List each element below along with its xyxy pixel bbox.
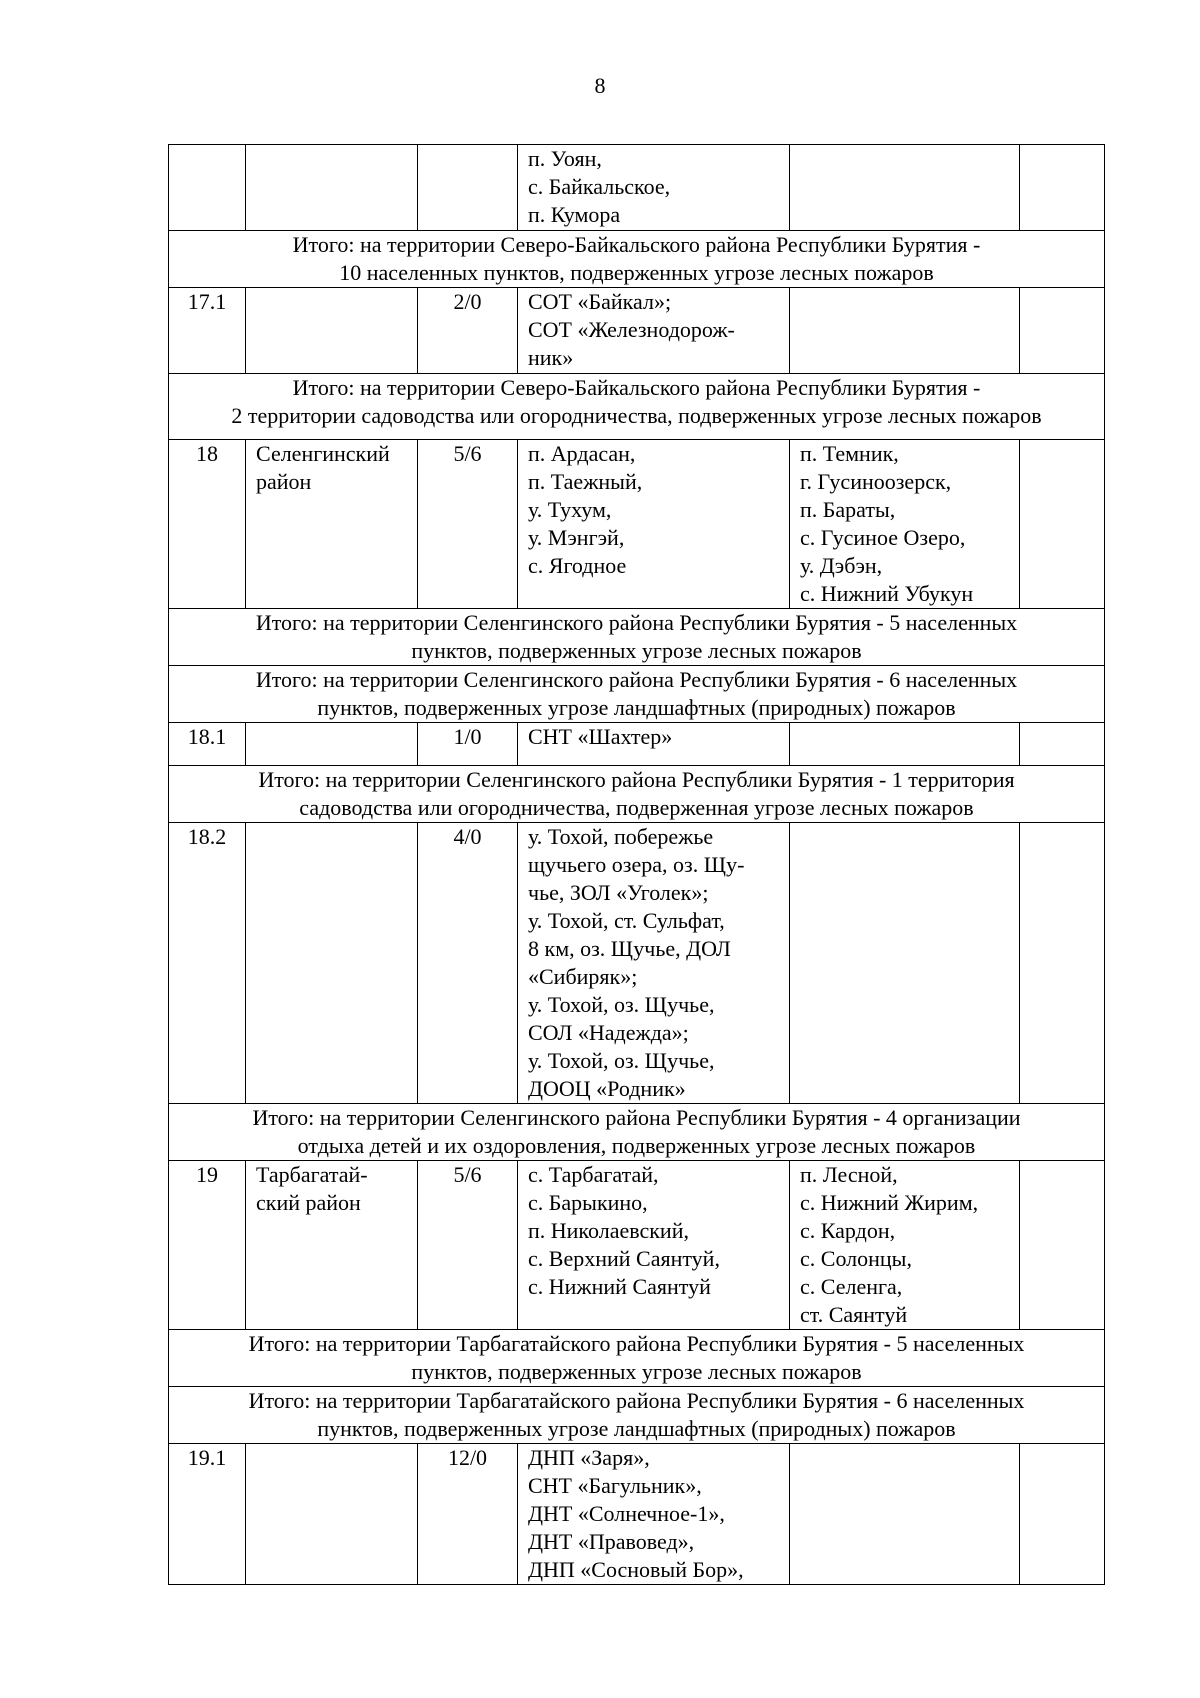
settlement-line: ДНП «Заря», xyxy=(528,1445,650,1470)
settlement-line: п. Николаевский, xyxy=(528,1218,689,1243)
settlement-line: щучьего озера, оз. Щу- xyxy=(528,852,745,877)
settlement-line: с. Барыкино, xyxy=(528,1190,648,1215)
settlement-line: СОТ «Железнодорож- xyxy=(528,317,735,342)
settlements-extra-cell xyxy=(790,440,1020,609)
settlements-extra-cell xyxy=(790,1444,1020,1585)
total-cell xyxy=(169,666,1105,723)
count-cell: 4/0 xyxy=(418,823,518,1104)
settlements-cell xyxy=(518,823,790,1104)
settlement-line: с. Тарбагатай, xyxy=(528,1162,659,1187)
settlements-cell xyxy=(518,145,790,231)
settlement-line: СОТ «Байкал»; xyxy=(528,289,672,314)
settlement-line: п. Таежный, xyxy=(528,469,643,494)
settlements-cell xyxy=(518,288,790,374)
table-row xyxy=(169,145,1105,231)
settlements-cell xyxy=(518,440,790,609)
table-row xyxy=(169,823,1105,1104)
empty-cell xyxy=(1020,145,1105,231)
total-line: отдыха детей и их оздоровления, подверженных угрозе лесных пожаров xyxy=(297,1133,976,1158)
count-cell: 5/6 xyxy=(418,440,518,609)
total-line: Итого: на территории Селенгинского района Республики Бурятия - 1 территория xyxy=(258,767,1015,792)
total-row xyxy=(169,231,1105,288)
settlement-line: СНТ «Багульник», xyxy=(528,1473,702,1498)
district-cell xyxy=(246,1444,418,1585)
total-cell xyxy=(169,231,1105,288)
total-cell xyxy=(169,1330,1105,1387)
total-line: 2 территории садоводства или огородничества, подверженных угрозе лесных пожаров xyxy=(231,403,1042,428)
settlement-line: с. Нижний Жирим, xyxy=(800,1190,979,1215)
settlements-extra-cell xyxy=(790,288,1020,374)
total-line: 10 населенных пунктов, подверженных угрозе лесных пожаров xyxy=(339,260,934,285)
settlement-line: с. Байкальское, xyxy=(528,174,671,199)
settlement-line: «Сибиряк»; xyxy=(528,964,638,989)
settlement-line: СОЛ «Надежда»; xyxy=(528,1020,689,1045)
settlement-line: у. Дэбэн, xyxy=(800,553,883,578)
settlement-line: ДНП «Сосновый Бор», xyxy=(528,1557,744,1582)
empty-cell xyxy=(1020,723,1105,766)
district-cell xyxy=(246,145,418,231)
district-cell xyxy=(246,823,418,1104)
settlement-line: ДООЦ «Родник» xyxy=(528,1076,686,1101)
district-cell xyxy=(246,288,418,374)
total-line: садоводства или огородничества, подверженная угрозе лесных пожаров xyxy=(299,795,974,820)
settlement-line: чье, ЗОЛ «Уголек»; xyxy=(528,880,709,905)
row-number-cell: 19.1 xyxy=(169,1444,246,1585)
total-line: Итого: на территории Селенгинского района Республики Бурятия - 6 населенных xyxy=(255,667,1018,692)
total-line: пунктов, подверженных угрозе ландшафтных (природных) пожаров xyxy=(317,695,956,720)
settlements-extra-cell xyxy=(790,1161,1020,1330)
total-line: Итого: на территории Северо-Байкальского района Республики Бурятия - xyxy=(292,232,981,257)
settlement-line: ДНТ «Солнечное-1», xyxy=(528,1501,725,1526)
settlement-line: п. Бараты, xyxy=(800,497,896,522)
settlement-line: ст. Саянтуй xyxy=(800,1302,908,1327)
settlement-line: 8 км, оз. Щучье, ДОЛ xyxy=(528,936,731,961)
row-number-cell: 18.1 xyxy=(169,723,246,766)
count-cell: 2/0 xyxy=(418,288,518,374)
settlement-line: ДНТ «Правовед», xyxy=(528,1529,695,1554)
empty-cell xyxy=(1020,823,1105,1104)
district-cell xyxy=(246,1161,418,1330)
empty-cell xyxy=(1020,1161,1105,1330)
total-line: Итого: на территории Северо-Байкальского района Республики Бурятия - xyxy=(292,375,981,400)
table-row xyxy=(169,288,1105,374)
table-row xyxy=(169,1161,1105,1330)
settlement-line: у. Тохой, оз. Щучье, xyxy=(528,1048,715,1073)
total-cell xyxy=(169,374,1105,440)
total-row xyxy=(169,1104,1105,1161)
count-cell: 1/0 xyxy=(418,723,518,766)
settlement-line: у. Тохой, ст. Сульфат, xyxy=(528,908,725,933)
district-line: район xyxy=(256,469,312,494)
total-line: Итого: на территории Селенгинского района Республики Бурятия - 5 населенных xyxy=(255,610,1018,635)
total-row xyxy=(169,666,1105,723)
table-row xyxy=(169,1444,1105,1585)
settlement-line: п. Уоян, xyxy=(528,146,602,171)
table-body xyxy=(169,145,1105,1585)
empty-cell xyxy=(1020,1444,1105,1585)
count-cell xyxy=(418,145,518,231)
settlement-line: с. Верхний Саянтуй, xyxy=(528,1246,720,1271)
total-line: пунктов, подверженных угрозе лесных пожаров xyxy=(411,638,862,663)
settlement-line: с. Селенга, xyxy=(800,1274,903,1299)
settlement-line: п. Ардасан, xyxy=(528,441,636,466)
district-cell xyxy=(246,723,418,766)
settlement-line: у. Мэнгэй, xyxy=(528,525,625,550)
total-cell xyxy=(169,766,1105,823)
settlement-line: с. Кардон, xyxy=(800,1218,896,1243)
settlement-line: у. Тухум, xyxy=(528,497,612,522)
settlement-line: с. Гусиное Озеро, xyxy=(800,525,966,550)
page-number: 8 xyxy=(594,73,606,98)
total-row xyxy=(169,609,1105,666)
count-cell: 12/0 xyxy=(418,1444,518,1585)
total-row xyxy=(169,1330,1105,1387)
settlement-line: с. Нижний Убукун xyxy=(800,581,974,606)
settlements-extra-cell xyxy=(790,723,1020,766)
settlement-line: с. Ягодное xyxy=(528,553,627,578)
settlement-line: п. Кумора xyxy=(528,202,621,227)
settlement-line: СНТ «Шахтер» xyxy=(528,724,673,749)
total-line: пунктов, подверженных угрозе ландшафтных (природных) пожаров xyxy=(317,1416,956,1441)
total-cell xyxy=(169,1104,1105,1161)
settlements-cell xyxy=(518,723,790,766)
table-row xyxy=(169,723,1105,766)
settlements-table xyxy=(168,144,1105,1585)
empty-cell xyxy=(1020,288,1105,374)
settlements-cell xyxy=(518,1444,790,1585)
settlement-line: п. Темник, xyxy=(800,441,899,466)
settlement-line: у. Тохой, побережье xyxy=(528,824,714,849)
total-line: Итого: на территории Селенгинского района Республики Бурятия - 4 организации xyxy=(252,1105,1021,1130)
total-row xyxy=(169,766,1105,823)
row-number-cell: 17.1 xyxy=(169,288,246,374)
total-line: пунктов, подверженных угрозе лесных пожаров xyxy=(411,1359,862,1384)
total-row xyxy=(169,1387,1105,1444)
settlements-cell xyxy=(518,1161,790,1330)
settlement-line: у. Тохой, оз. Щучье, xyxy=(528,992,715,1017)
row-number-cell: 19 xyxy=(169,1161,246,1330)
district-cell xyxy=(246,440,418,609)
total-line: Итого: на территории Тарбагатайского района Республики Бурятия - 6 населенных xyxy=(248,1388,1025,1413)
settlement-line: г. Гусиноозерск, xyxy=(800,469,952,494)
settlement-line: с. Нижний Саянтуй xyxy=(528,1274,711,1299)
total-line: Итого: на территории Тарбагатайского района Республики Бурятия - 5 населенных xyxy=(248,1331,1025,1356)
row-number-cell xyxy=(169,145,246,231)
district-line: Селенгинский xyxy=(256,441,390,466)
district-line: ский район xyxy=(256,1190,361,1215)
count-cell: 5/6 xyxy=(418,1161,518,1330)
total-row xyxy=(169,374,1105,440)
settlement-line: с. Солонцы, xyxy=(800,1246,912,1271)
total-cell xyxy=(169,1387,1105,1444)
settlement-line: п. Лесной, xyxy=(800,1162,898,1187)
settlement-line: ник» xyxy=(528,345,574,370)
empty-cell xyxy=(1020,440,1105,609)
total-cell xyxy=(169,609,1105,666)
settlements-extra-cell xyxy=(790,145,1020,231)
district-line: Тарбагатай- xyxy=(256,1162,368,1187)
settlements-extra-cell xyxy=(790,823,1020,1104)
table-row xyxy=(169,440,1105,609)
row-number-cell: 18 xyxy=(169,440,246,609)
row-number-cell: 18.2 xyxy=(169,823,246,1104)
